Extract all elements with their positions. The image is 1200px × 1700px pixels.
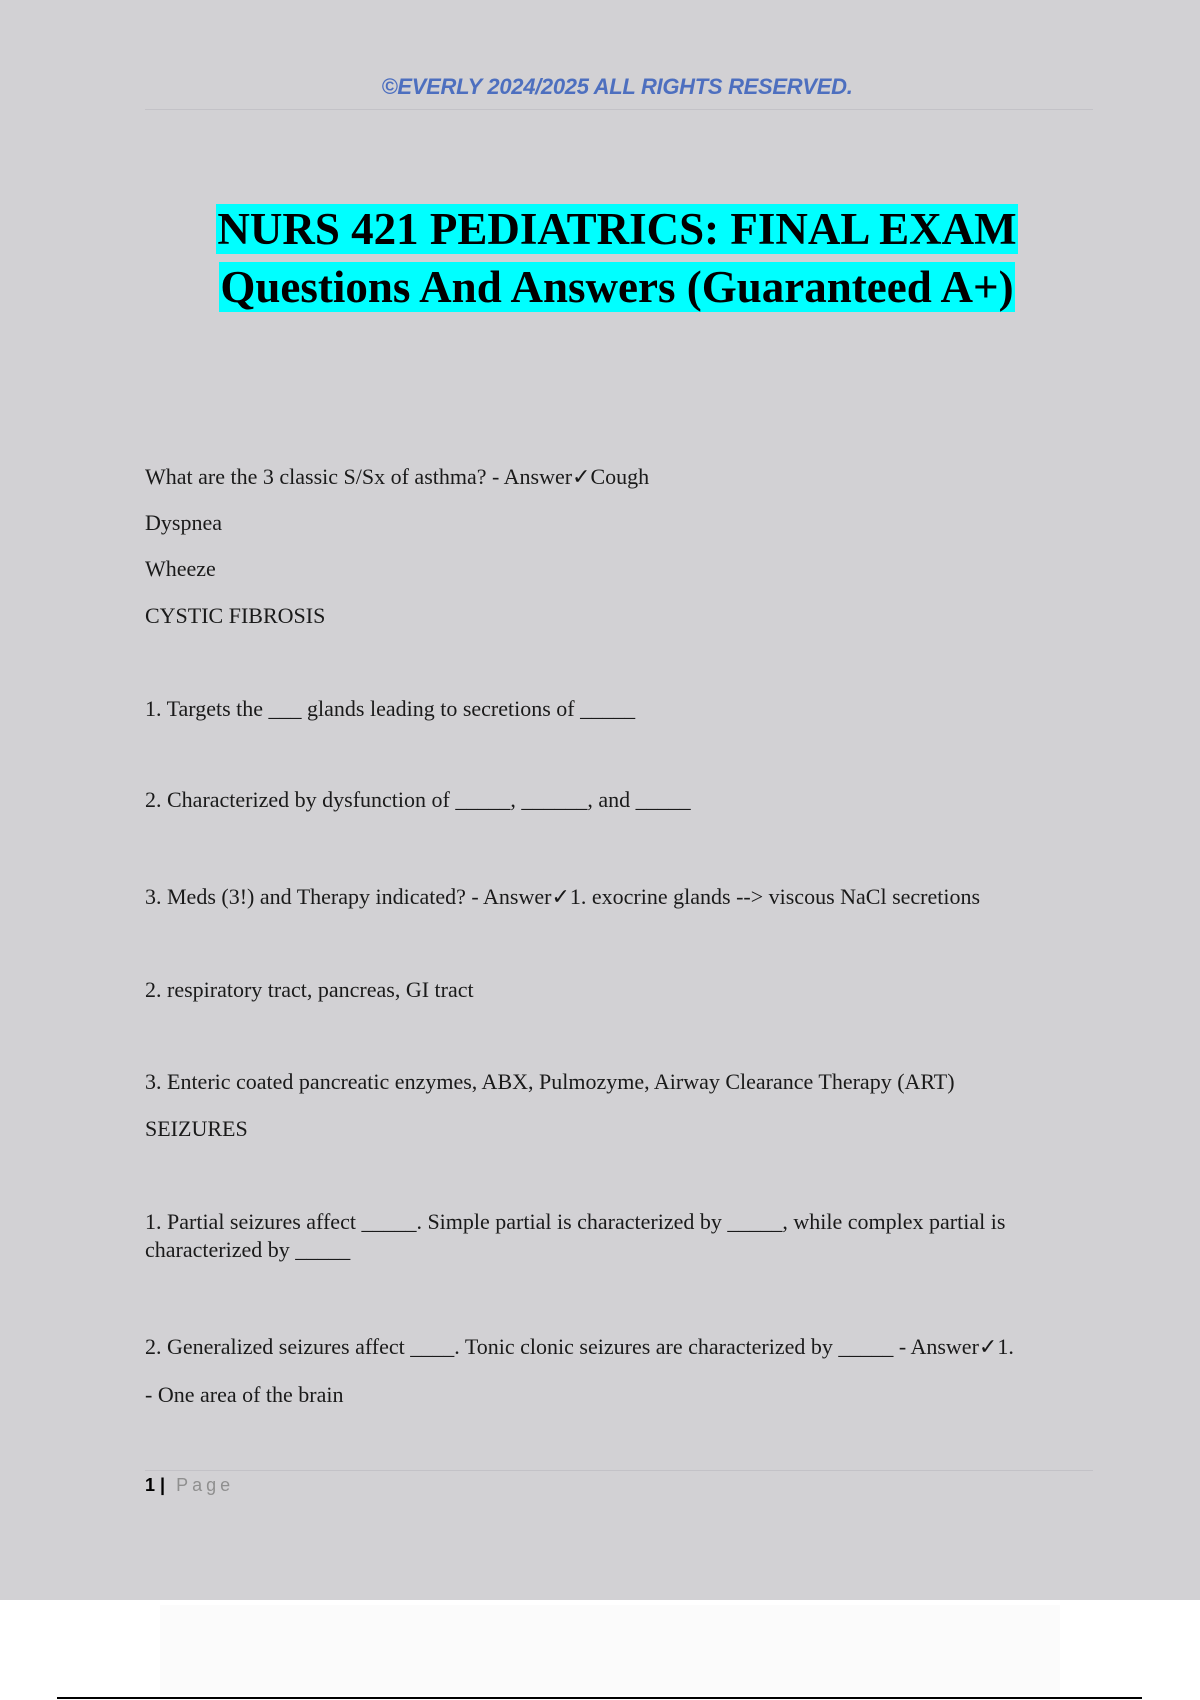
body-line-seizure-a1: - One area of the brain [145,1382,344,1407]
header-divider [145,109,1093,110]
copyright-header: ©EVERLY 2024/2025 ALL RIGHTS RESERVED. [381,74,853,99]
footer-divider [145,1470,1093,1471]
next-page-edge [160,1605,1060,1695]
page-label: Page [176,1475,235,1495]
section-heading-seizures: SEIZURES [145,1116,248,1141]
body-line-seizure-q1: 1. Partial seizures affect _____. Simple partial is characterized by _____, while complex partial is characterized by _____ [145,1209,1006,1262]
title-line-2: Questions And Answers (Guaranteed A+) [220,262,1014,312]
page-footer [145,1475,234,1496]
body-line-cf-q3: 3. Meds (3!) and Therapy indicated? - Answer✓1. exocrine glands --> viscous NaCl secretions [145,884,981,909]
body-line-dyspnea: Dyspnea [145,510,222,535]
section-heading-cystic-fibrosis: CYSTIC FIBROSIS [145,603,326,628]
body-line-cf-a2: 2. respiratory tract, pancreas, GI tract [145,977,474,1002]
body-line-asthma-question: What are the 3 classic S/Sx of asthma? - Answer✓Cough [145,464,650,489]
body-line-seizure-q2: 2. Generalized seizures affect ____. Tonic clonic seizures are characterized by _____ - Answer✓1. [145,1334,1014,1359]
body-line-wheeze: Wheeze [145,556,216,581]
body-line-cf-q2: 2. Characterized by dysfunction of _____, ______, and _____ [145,787,691,812]
bottom-divider [57,1697,1142,1699]
document-title [0,200,1200,316]
page-number: 1 [145,1475,156,1495]
footer-separator: | [160,1475,166,1495]
body-line-cf-a3: 3. Enteric coated pancreatic enzymes, ABX, Pulmozyme, Airway Clearance Therapy (ART) [145,1069,955,1094]
title-line-1: NURS 421 PEDIATRICS: FINAL EXAM [217,204,1017,254]
body-line-cf-q1: 1. Targets the ___ glands leading to secretions of _____ [145,696,636,721]
